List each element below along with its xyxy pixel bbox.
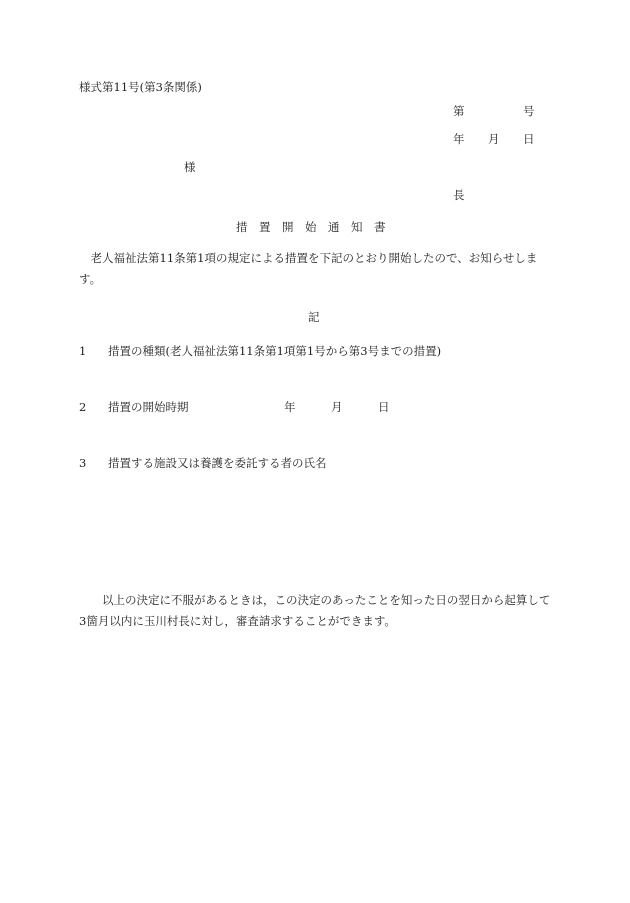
item-3-label: 措置する施設又は養護を委託する者の氏名: [108, 456, 327, 470]
item-1-label: 措置の種類(老人福祉法第11条第1項第1号から第3号までの措置): [108, 344, 442, 358]
appeal-notice: 以上の決定に不服があるときは，この決定のあったことを知った日の翌日から起算して3箇月以内に玉川村長に対し，審査請求することができます。: [79, 593, 551, 628]
item-2-number: 2: [79, 400, 87, 414]
issue-number-go: 号: [523, 104, 535, 118]
item-1-number: 1: [79, 344, 87, 358]
issue-number-dai: 第: [453, 104, 465, 118]
issue-date-month: 月: [488, 132, 500, 146]
item-2-year: 年: [284, 400, 296, 414]
issue-date-year: 年: [453, 132, 465, 146]
issue-date-day: 日: [523, 132, 535, 146]
document-title: 措 置 開 始 通 知 書: [236, 220, 386, 234]
item-3-number: 3: [79, 456, 87, 470]
item-2-label: 措置の開始時期: [108, 400, 189, 414]
ki-heading: 記: [308, 310, 320, 324]
form-label: 様式第11号(第3条関係): [79, 80, 202, 94]
item-2-month: 月: [331, 400, 343, 414]
issuer-cho: 長: [453, 188, 465, 202]
intro-paragraph: 老人福祉法第11条第1項の規定による措置を下記のとおり開始したので、お知らせします。: [79, 251, 538, 286]
item-2-day: 日: [378, 400, 390, 414]
recipient-sama: 様: [184, 160, 196, 174]
